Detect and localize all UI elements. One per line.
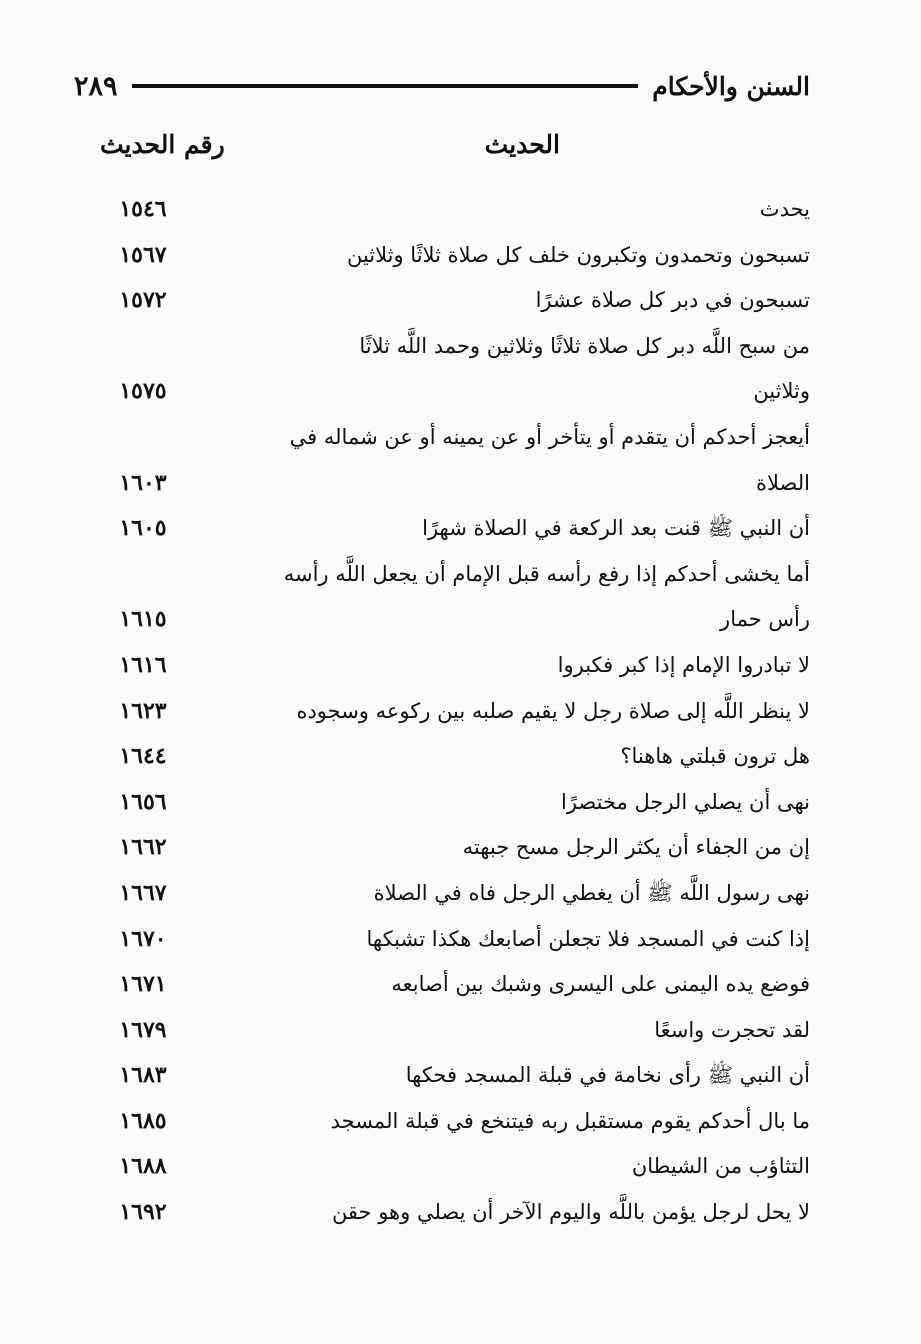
list-item — [98, 460, 810, 506]
list-item — [98, 232, 810, 278]
hadith-number: ١٦٥٦ — [119, 788, 167, 815]
list-item — [98, 1007, 810, 1053]
book-title: السنن والأحكام — [652, 71, 810, 101]
hadith-number: ١٦٨٥ — [119, 1107, 167, 1134]
hadith-number: ١٥٦٧ — [119, 241, 167, 268]
list-item — [98, 505, 810, 551]
hadith-text: التثاؤب من الشيطان — [631, 1154, 810, 1179]
hadith-number: ١٦٦٢ — [119, 834, 167, 861]
hadith-number: ١٦٠٥ — [119, 515, 167, 542]
hadith-text: نهى رسول اللَّه ﷺ أن يغطي الرجل فاه في الصلاة — [373, 880, 810, 905]
hadith-number: ١٦١٦ — [119, 651, 167, 678]
hadith-number: ١٦٢٣ — [119, 697, 167, 724]
list-item — [98, 642, 810, 688]
hadith-text: إن من الجفاء أن يكثر الرجل مسح جبهته — [462, 835, 810, 860]
hadith-number: ١٦٦٧ — [119, 879, 167, 906]
hadith-number: ١٦٩٢ — [119, 1199, 167, 1226]
hadith-number: ١٥٧٢ — [119, 287, 167, 314]
hadith-text: هل ترون قبلتي هاهنا؟ — [620, 744, 810, 769]
hadith-text: من سبح اللَّه دبر كل صلاة ثلاثًا وثلاثين وحمد اللَّه ثلاثًا — [359, 333, 810, 358]
running-header — [74, 64, 810, 108]
hadith-text: لا تبادروا الإمام إذا كبر فكبروا — [557, 652, 810, 677]
hadith-index-list — [98, 186, 810, 1235]
hadith-number: ١٦٨٣ — [119, 1062, 167, 1089]
list-item — [98, 1143, 810, 1189]
list-item — [98, 368, 810, 414]
hadith-text: رأس حمار — [720, 607, 810, 632]
hadith-text: أن النبي ﷺ رأى نخامة في قبلة المسجد فحكها — [405, 1063, 810, 1088]
hadith-text: يحدث — [759, 197, 810, 221]
list-item — [98, 551, 810, 597]
list-item — [98, 779, 810, 825]
hadith-number: ١٦٧١ — [119, 971, 167, 998]
list-item — [98, 824, 810, 870]
hadith-text: تسبحون وتحمدون وتكبرون خلف كل صلاة ثلاثًا وثلاثين — [346, 242, 810, 267]
hadith-number: ١٦٠٣ — [119, 469, 167, 496]
hadith-text: أما يخشى أحدكم إذا رفع رأسه قبل الإمام أن يجعل اللَّه رأسه — [283, 561, 810, 586]
hadith-number: ١٦٨٨ — [119, 1153, 167, 1180]
hadith-number: ١٦٧٩ — [119, 1016, 167, 1043]
list-item — [98, 414, 810, 460]
hadith-text: تسبحون في دبر كل صلاة عشرًا — [535, 288, 810, 313]
list-item — [98, 870, 810, 916]
number-column-header: رقم الحديث — [100, 130, 225, 159]
hadith-number: ١٥٧٥ — [119, 378, 167, 405]
hadith-text: فوضع يده اليمنى على اليسرى وشبك بين أصابعه — [391, 972, 810, 997]
list-item — [98, 916, 810, 962]
hadith-text: أن النبي ﷺ قنت بعد الركعة في الصلاة شهرًا — [422, 516, 810, 541]
hadith-text: إذا كنت في المسجد فلا تجعلن أصابعك هكذا تشبكها — [366, 926, 810, 951]
list-item — [98, 323, 810, 369]
list-item — [98, 596, 810, 642]
list-item — [98, 1098, 810, 1144]
list-item — [98, 961, 810, 1007]
header-rule — [132, 84, 639, 88]
list-item — [98, 186, 810, 232]
hadith-text: وثلاثين — [753, 379, 810, 404]
column-headers — [90, 130, 810, 174]
list-item — [98, 277, 810, 323]
list-item — [98, 1189, 810, 1235]
hadith-text: ما بال أحدكم يقوم مستقبل ربه فيتنخع في قبلة المسجد — [330, 1108, 810, 1133]
hadith-number: ١٦٤٤ — [119, 743, 167, 770]
hadith-text: أيعجز أحدكم أن يتقدم أو يتأخر أو عن يمينه أو عن شماله في — [289, 424, 810, 449]
hadith-text: لا يحل لرجل يؤمن باللَّه واليوم الآخر أن يصلي وهو حقن — [331, 1200, 810, 1225]
hadith-text: الصلاة — [756, 470, 810, 495]
hadith-number: ١٦١٥ — [119, 606, 167, 633]
page-number: ٢٨٩ — [74, 70, 118, 102]
list-item — [98, 1052, 810, 1098]
hadith-number: ١٥٤٦ — [119, 196, 167, 222]
hadith-number: ١٦٧٠ — [119, 925, 167, 952]
hadith-text: لقد تحجرت واسعًا — [654, 1017, 810, 1042]
list-item — [98, 688, 810, 734]
hadith-text: لا ينظر اللَّه إلى صلاة رجل لا يقيم صلبه بين ركوعه وسجوده — [296, 698, 810, 723]
hadith-column-header: الحديث — [484, 130, 560, 159]
list-item — [98, 733, 810, 779]
hadith-text: نهى أن يصلي الرجل مختصرًا — [561, 789, 810, 814]
